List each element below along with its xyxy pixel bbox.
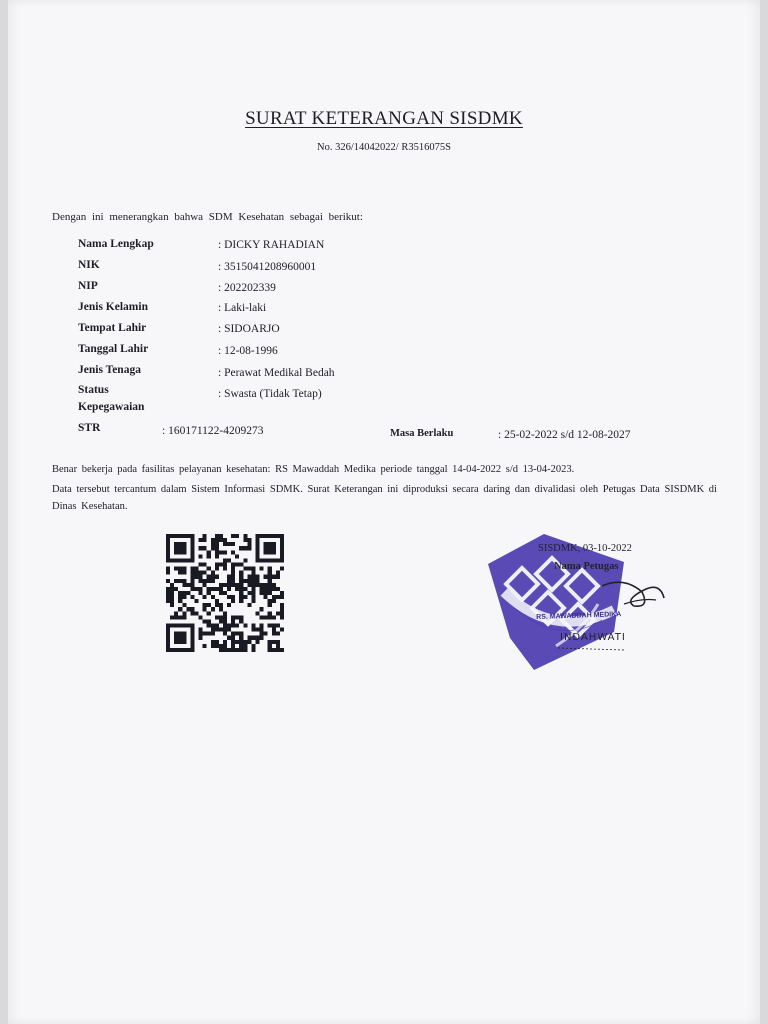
document-number: No. 326/14042022/ R3516075S — [317, 142, 451, 153]
field-label-jenis-kelamin: Jenis Kelamin — [78, 301, 148, 313]
employment-paragraph: Benar bekerja pada fasilitas pelayanan kesehatan: RS Mawaddah Medika periode tanggal 14-04-2022 s/d 13-04-2023. — [52, 464, 575, 475]
signature-date: SISDMK, 03-10-2022 — [538, 543, 632, 554]
field-label-tanggal-lahir: Tanggal Lahir — [78, 343, 149, 355]
field-label-str: STR — [78, 422, 101, 434]
field-value-jenis-kelamin: : Laki-laki — [218, 302, 267, 314]
field-value-jenis-tenaga: : Perawat Medikal Bedah — [218, 367, 335, 379]
field-label-tempat-lahir: Tempat Lahir — [78, 322, 147, 334]
field-label-nama: Nama Lengkap — [78, 238, 154, 250]
field-value-tanggal-lahir: : 12-08-1996 — [218, 345, 278, 357]
field-label-jenis-tenaga: Jenis Tenaga — [78, 364, 141, 376]
qr-code-image — [166, 534, 284, 652]
field-label-nip: NIP — [78, 280, 98, 292]
field-label-status: Status — [78, 384, 109, 396]
field-label-nik: NIK — [78, 259, 100, 271]
signature-name: INDAHWATI — [560, 632, 626, 643]
stamp-label-text: RS. MAWADDAH MEDIKA — [536, 611, 622, 622]
document-title: SURAT KETERANGAN SISDMK — [245, 108, 523, 129]
field-value-nama: : DICKY RAHADIAN — [218, 239, 325, 251]
validation-paragraph: Data tersebut tercantum dalam Sistem Informasi SDMK. Surat Keterangan ini diproduksi secara daring dan divalidasi oleh Petugas Data SISDMK di Dinas Kesehatan. — [52, 484, 717, 512]
field-value-status: : Swasta (Tidak Tetap) — [218, 388, 322, 400]
field-label-masa-berlaku: Masa Berlaku — [390, 428, 454, 439]
signature-role: Nama Petugas — [554, 561, 619, 572]
field-value-str: : 160171122-4209273 — [162, 425, 264, 437]
field-value-tempat-lahir: : SIDOARJO — [218, 323, 280, 335]
field-value-nik: : 3515041208960001 — [218, 261, 317, 273]
field-value-masa-berlaku: : 25-02-2022 s/d 12-08-2027 — [498, 429, 631, 441]
field-label-kepegawaian: Kepegawaian — [78, 401, 145, 413]
field-value-nip: : 202202339 — [218, 282, 276, 294]
document-page — [8, 0, 760, 1024]
intro-text: Dengan ini menerangkan bahwa SDM Kesehatan sebagai berikut: — [52, 211, 363, 223]
